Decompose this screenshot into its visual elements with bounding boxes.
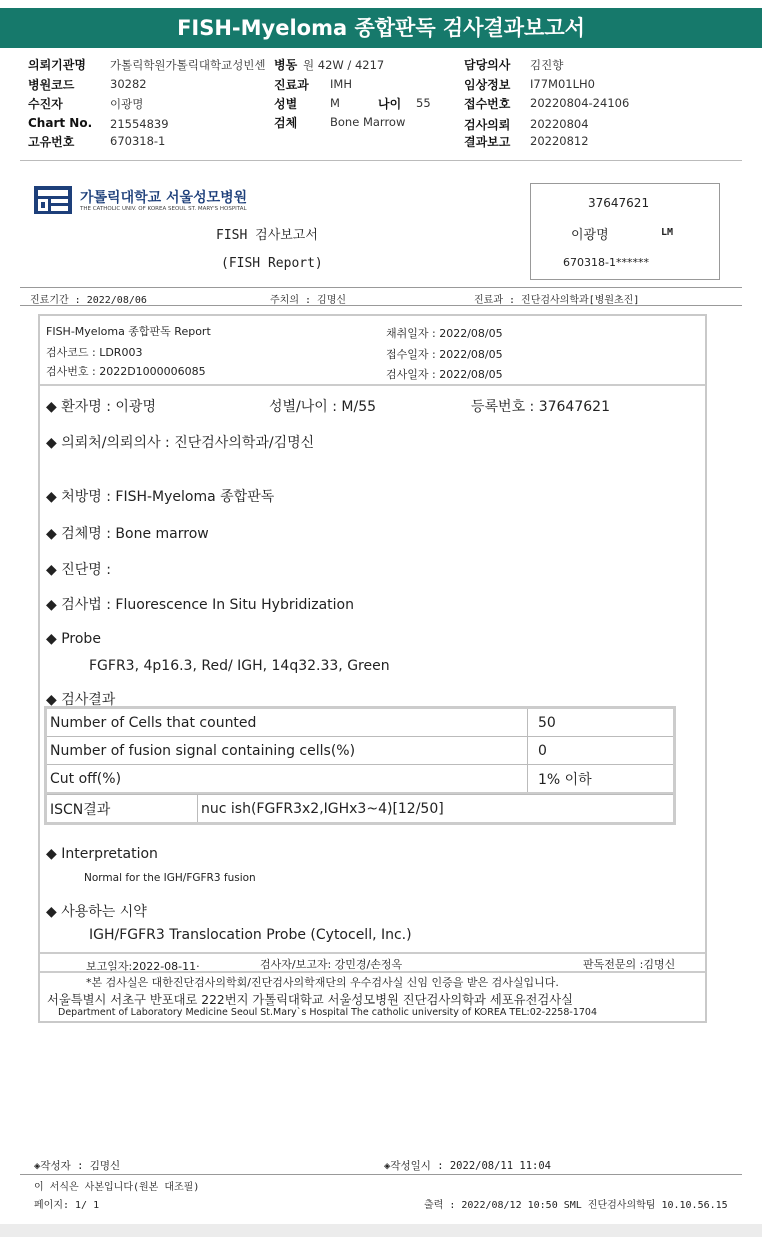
- receive-date: 접수일자 : 2022/08/05: [386, 348, 503, 361]
- interpretation-title-text: Interpretation: [61, 846, 158, 862]
- header-value: 30282: [110, 77, 147, 91]
- hospital-name: 가톨릭대학교 서울성모병원: [80, 190, 248, 206]
- table-row: [46, 708, 675, 737]
- header-label: 담당의사: [464, 58, 511, 72]
- reg-no-field: 등록번호 : 37647621: [471, 399, 610, 415]
- interpretation-title: ◆ Interpretation: [46, 846, 158, 862]
- header-label: 접수번호: [464, 97, 511, 111]
- sex-value: M: [330, 96, 340, 110]
- result-title-text: 검사결과: [61, 692, 116, 708]
- report-heading: FISH 검사보고서: [216, 228, 318, 243]
- age-label: 나이: [378, 97, 402, 111]
- lab-address-en: Department of Laboratory Medicine Seoul St.Mary`s Hospital The catholic university of KOREA TEL:02-2258-1704: [58, 1007, 598, 1018]
- dept-label: 진료과: [274, 78, 309, 92]
- header-value: 이광명: [110, 97, 144, 111]
- divider: [40, 952, 705, 954]
- report-title-bar: [0, 8, 762, 48]
- result-label: Number of fusion signal containing cells(%): [46, 737, 528, 765]
- header-value: 가톨릭학원가톨릭대학교성빈센: [110, 58, 266, 72]
- specimen-label: 검체: [274, 116, 298, 130]
- lab-address-ko: 서울특별시 서초구 반포대로 222번지 가톨릭대학교 서울성모병원 진단검사의학과 세포유전검사실: [47, 993, 573, 1007]
- header-value: 20220812: [530, 134, 589, 148]
- order-field: ◆ 처방명 : FISH-Myeloma 종합판독: [46, 489, 275, 505]
- exam-date: 검사일자 : 2022/08/05: [386, 368, 503, 381]
- sex-label: 성별: [274, 97, 298, 111]
- ward-value: 원 42W / 4217: [303, 58, 385, 72]
- specimen-value: Bone Marrow: [330, 115, 406, 129]
- table-row: [46, 737, 675, 765]
- header-value: 670318-1: [110, 134, 166, 148]
- hospital-emblem-icon: [33, 185, 73, 215]
- examiners: 검사자/보고자: 강민경/손정옥: [260, 958, 403, 971]
- patient-name: 이광명: [571, 228, 609, 243]
- patient-id-box: [530, 183, 720, 280]
- header-value: 21554839: [110, 117, 169, 131]
- divider: [20, 287, 742, 288]
- header-value: I77M01LH0: [530, 77, 595, 91]
- sex-age-field: 성별/나이 : M/55: [269, 399, 377, 415]
- patient-initials: LM: [661, 227, 674, 238]
- order-text: 처방명 : FISH-Myeloma 종합판독: [61, 489, 275, 505]
- result-value: 1% 이하: [528, 765, 675, 794]
- method-field: ◆ 검사법 : Fluorescence In Situ Hybridization: [46, 597, 354, 613]
- collect-date: 채취일자 : 2022/08/05: [386, 327, 503, 340]
- reading-doctor: 판독전문의 :김명신: [583, 958, 676, 971]
- test-name: FISH-Myeloma 종합판독 Report: [46, 325, 211, 338]
- result-table: [44, 706, 676, 795]
- result-value: 0: [528, 737, 675, 765]
- iscn-label: ISCN결과: [46, 795, 198, 824]
- table-row: [46, 795, 675, 824]
- referrer-field: ◆ 의뢰처/의뢰의사 : 진단검사의학과/김명신: [46, 435, 315, 451]
- specimen-text: 검체명 : Bone marrow: [61, 526, 209, 542]
- divider: [20, 1174, 742, 1175]
- visit-period: 진료기간 : 2022/08/06: [30, 295, 147, 306]
- patient-name-text: 환자명 : 이광명: [61, 399, 156, 415]
- reagent-value: IGH/FGFR3 Translocation Probe (Cytocell, Inc.): [89, 927, 412, 943]
- result-label: Number of Cells that counted: [46, 708, 528, 737]
- page-number: 페이지: 1/ 1: [34, 1200, 100, 1211]
- header-label: 결과보고: [464, 135, 511, 149]
- probe-title-text: Probe: [61, 631, 101, 647]
- specimen-field: ◆ 검체명 : Bone marrow: [46, 526, 209, 542]
- diagnosis-text: 진단명 :: [61, 562, 111, 578]
- header-label: 검사의뢰: [464, 118, 511, 132]
- result-label: Cut off(%): [46, 765, 528, 794]
- hospital-name-en: THE CATHOLIC UNIV. OF KOREA SEOUL ST. MARY'S HOSPITAL: [80, 206, 247, 212]
- diagnosis-field: ◆ 진단명 :: [46, 562, 111, 578]
- interpretation-value: Normal for the IGH/FGFR3 fusion: [84, 872, 256, 884]
- report-title: FISH-Myeloma 종합판독 검사결과보고서: [177, 16, 585, 40]
- visit-doctor: 주치의 : 김명신: [270, 295, 347, 306]
- probe-title: ◆ Probe: [46, 631, 101, 647]
- header-label: 의뢰기관명: [28, 58, 86, 72]
- header-label: 고유번호: [28, 135, 75, 149]
- ward-label: 병동: [274, 58, 298, 72]
- written-at: ◈작성일시 : 2022/08/11 11:04: [384, 1160, 552, 1172]
- report-subheading: (FISH Report): [221, 256, 323, 271]
- writer: ◈작성자 : 김명신: [34, 1160, 121, 1172]
- header-value: 김진향: [530, 58, 564, 72]
- copy-note: 이 서식은 사본입니다(원본 대조필): [34, 1182, 200, 1193]
- header-label: Chart No.: [28, 116, 93, 130]
- header-value: 20220804-24106: [530, 96, 630, 110]
- reagent-title-text: 사용하는 시약: [61, 904, 147, 920]
- divider: [40, 971, 705, 973]
- bottom-band: [0, 1224, 762, 1237]
- iscn-value: nuc ish(FGFR3x2,IGHx3~4)[12/50]: [198, 795, 675, 824]
- header-label: 병원코드: [28, 78, 75, 92]
- patient-rrn: 670318-1******: [563, 256, 649, 269]
- age-value: 55: [416, 96, 431, 110]
- visit-dept: 진료과 : 진단검사의학과[병원초진]: [474, 295, 640, 306]
- reagent-title: ◆ 사용하는 시약: [46, 904, 147, 920]
- header-label: 수진자: [28, 97, 63, 111]
- probe-value: FGFR3, 4p16.3, Red/ IGH, 14q32.33, Green: [89, 658, 390, 674]
- report-date: 보고일자:2022-08-11·: [86, 960, 200, 973]
- certification-note: *본 검사실은 대한진단검사의학회/진단검사의학재단의 우수검사실 신임 인증을 받은 검사실입니다.: [86, 976, 559, 989]
- divider: [40, 384, 705, 386]
- method-text: 검사법 : Fluorescence In Situ Hybridization: [61, 597, 354, 613]
- referrer-text: 의뢰처/의뢰의사 : 진단검사의학과/김명신: [61, 435, 315, 451]
- patient-id: 37647621: [588, 196, 650, 210]
- table-row: [46, 765, 675, 794]
- dept-value: IMH: [330, 77, 352, 91]
- test-no: 검사번호 : 2022D1000006085: [46, 365, 206, 378]
- header-value: 20220804: [530, 117, 589, 131]
- divider: [20, 305, 742, 306]
- header-label: 임상정보: [464, 78, 511, 92]
- result-value: 50: [528, 708, 675, 737]
- iscn-table: [44, 794, 676, 825]
- divider: [20, 160, 742, 161]
- test-code: 검사코드 : LDR003: [46, 346, 143, 359]
- result-title: ◆ 검사결과: [46, 692, 116, 708]
- patient-name-field: ◆ 환자명 : 이광명: [46, 399, 156, 415]
- printed-info: 출력 : 2022/08/12 10:50 SML 진단검사의학팀 10.10.56.15: [424, 1200, 728, 1211]
